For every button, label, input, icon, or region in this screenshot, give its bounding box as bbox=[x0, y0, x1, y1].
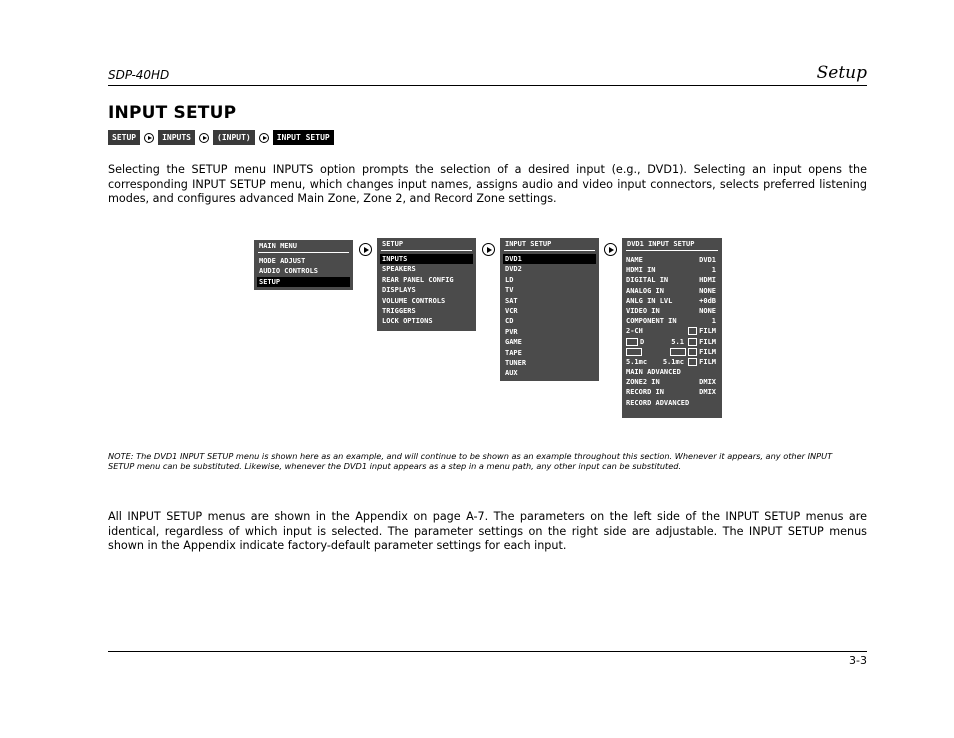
setting-label: D bbox=[640, 337, 645, 346]
setting-value: NONE bbox=[699, 286, 716, 295]
setting-value: NONE bbox=[699, 306, 716, 315]
menu-item-setup: SETUP bbox=[257, 277, 350, 287]
menu-item-volume-controls: VOLUME CONTROLS bbox=[382, 296, 446, 305]
dvd1-input-setup-panel bbox=[622, 238, 722, 418]
menu-item-speakers: SPEAKERS bbox=[382, 265, 416, 274]
menu-item-tv: TV bbox=[505, 286, 514, 295]
setting-row bbox=[622, 357, 722, 367]
body-paragraph: All INPUT SETUP menus are shown in the Appendix on page A-7. The parameters on the left side of the INPUT SETUP menus are identical, regardless of which input is selected. The parameter settings on the right side are adjustable. The INPUT SETUP menus shown in the Appendix indicate factory-default parameter settings for each input. bbox=[108, 510, 867, 553]
arrow-right-icon bbox=[259, 133, 269, 143]
setting-label: ZONE2 IN bbox=[626, 378, 660, 387]
menu-item-sat: SAT bbox=[505, 296, 518, 305]
footer-rule bbox=[108, 651, 867, 652]
crumb-input-setup: INPUT SETUP bbox=[273, 130, 334, 145]
setup-menu-panel bbox=[377, 238, 476, 331]
menu-item-tape: TAPE bbox=[505, 348, 522, 357]
setting-mode: 5.1mc bbox=[662, 357, 684, 366]
header-rule bbox=[108, 85, 867, 86]
menu-item-triggers: TRIGGERS bbox=[382, 306, 416, 315]
menu-item-game: GAME bbox=[505, 338, 522, 347]
setting-value: +0dB bbox=[699, 296, 716, 305]
setting-value: 1 bbox=[711, 317, 716, 326]
note-text: NOTE: The DVD1 INPUT SETUP menu is shown here as an example, and will continue to be shown as an example throughout this section. Whenever it appears, any other INPUT SETUP menu can be substituted. Likewise, whenever the DVD1 input appears as a step in a menu path, any other input can be substituted. bbox=[108, 451, 833, 472]
menu-item-dvd2: DVD2 bbox=[505, 265, 522, 274]
setting-row bbox=[622, 387, 722, 397]
intro-paragraph: Selecting the SETUP menu INPUTS option prompts the selection of a desired input (e.g., DVD1). Selecting an input opens the corresponding INPUT SETUP menu, which changes input names, assigns audio and video input connectors, selects preferred listening modes, and configures advanced Main Zone, Zone 2, and Record Zone settings. bbox=[108, 163, 867, 206]
dolby-digital-icon bbox=[626, 338, 638, 346]
setting-value: FILM bbox=[699, 337, 716, 346]
setting-row bbox=[622, 275, 722, 285]
page-title: INPUT SETUP bbox=[108, 103, 237, 123]
setting-label: 2-CH bbox=[626, 327, 643, 336]
setting-value: FILM bbox=[699, 347, 716, 356]
film-icon bbox=[688, 338, 697, 346]
menu-item-pvr: PVR bbox=[505, 327, 518, 336]
arrow-right-icon bbox=[199, 133, 209, 143]
setting-row bbox=[622, 306, 722, 316]
setting-row bbox=[622, 377, 722, 387]
menu-item-lock-options: LOCK OPTIONS bbox=[382, 317, 433, 326]
arrow-right-icon bbox=[144, 133, 154, 143]
menu-item-mode-adjust: MODE ADJUST bbox=[259, 257, 306, 265]
setting-label: MAIN ADVANCED bbox=[626, 368, 681, 377]
setting-label: ANALOG IN bbox=[626, 286, 664, 295]
menu-item-displays: DISPLAYS bbox=[382, 286, 416, 295]
setting-value: HDMI bbox=[699, 276, 716, 285]
setting-mode: 5.1 bbox=[671, 337, 684, 346]
film-icon bbox=[688, 358, 697, 366]
setting-label: RECORD ADVANCED bbox=[626, 398, 690, 407]
setting-row bbox=[622, 286, 722, 296]
setting-row bbox=[622, 398, 722, 408]
setting-value: DMIX bbox=[699, 388, 716, 397]
menu-item-cd: CD bbox=[505, 317, 514, 326]
main-menu-panel bbox=[254, 240, 353, 290]
dts-logo-icon bbox=[670, 348, 686, 356]
main-menu-title: MAIN MENU bbox=[258, 240, 349, 253]
menu-item-dvd1: DVD1 bbox=[503, 254, 596, 264]
setting-row bbox=[622, 326, 722, 336]
menu-item-aux: AUX bbox=[505, 369, 518, 378]
menu-item-inputs: INPUTS bbox=[380, 254, 473, 264]
setting-value: 1 bbox=[711, 266, 716, 275]
setting-row bbox=[622, 367, 722, 377]
setup-menu-title: SETUP bbox=[381, 238, 472, 251]
setting-value: FILM bbox=[699, 357, 716, 366]
dvd1-menu-title: DVD1 INPUT SETUP bbox=[626, 238, 718, 251]
menu-item-ld: LD bbox=[505, 275, 514, 284]
setting-label: COMPONENT IN bbox=[626, 317, 677, 326]
setting-row bbox=[622, 296, 722, 306]
arrow-right-icon bbox=[482, 243, 495, 256]
setting-label: ANLG IN LVL bbox=[626, 296, 673, 305]
film-icon bbox=[688, 348, 697, 356]
arrow-right-icon bbox=[359, 243, 372, 256]
setting-label: DIGITAL IN bbox=[626, 276, 669, 285]
setting-row bbox=[622, 316, 722, 326]
header-section: Setup bbox=[816, 63, 867, 83]
input-setup-menu-title: INPUT SETUP bbox=[504, 238, 595, 251]
breadcrumb bbox=[108, 130, 334, 145]
page-number: 3-3 bbox=[849, 654, 867, 667]
dts-logo-icon bbox=[626, 348, 642, 356]
setting-label: 5.1mc bbox=[626, 357, 648, 366]
setting-label: HDMI IN bbox=[626, 266, 656, 275]
setting-value: FILM bbox=[699, 327, 716, 336]
film-icon bbox=[688, 327, 697, 335]
setting-label: VIDEO IN bbox=[626, 306, 660, 315]
menu-item-vcr: VCR bbox=[505, 306, 518, 315]
setting-row bbox=[622, 265, 722, 275]
setting-row bbox=[622, 337, 722, 347]
menu-item-rear-panel-config: REAR PANEL CONFIG bbox=[382, 275, 454, 284]
header-model: SDP-40HD bbox=[108, 68, 170, 82]
arrow-right-icon bbox=[604, 243, 617, 256]
setting-row bbox=[622, 347, 722, 357]
setting-value: DVD1 bbox=[699, 256, 716, 264]
crumb-input: (INPUT) bbox=[213, 130, 255, 145]
input-setup-menu-panel bbox=[500, 238, 599, 381]
setting-label: NAME bbox=[626, 256, 643, 264]
setting-value: DMIX bbox=[699, 378, 716, 387]
crumb-inputs: INPUTS bbox=[158, 130, 195, 145]
menu-item-audio-controls: AUDIO CONTROLS bbox=[259, 267, 319, 276]
setting-label: RECORD IN bbox=[626, 388, 664, 397]
setting-row bbox=[622, 255, 722, 265]
menu-item-tuner: TUNER bbox=[505, 358, 527, 367]
crumb-setup: SETUP bbox=[108, 130, 140, 145]
